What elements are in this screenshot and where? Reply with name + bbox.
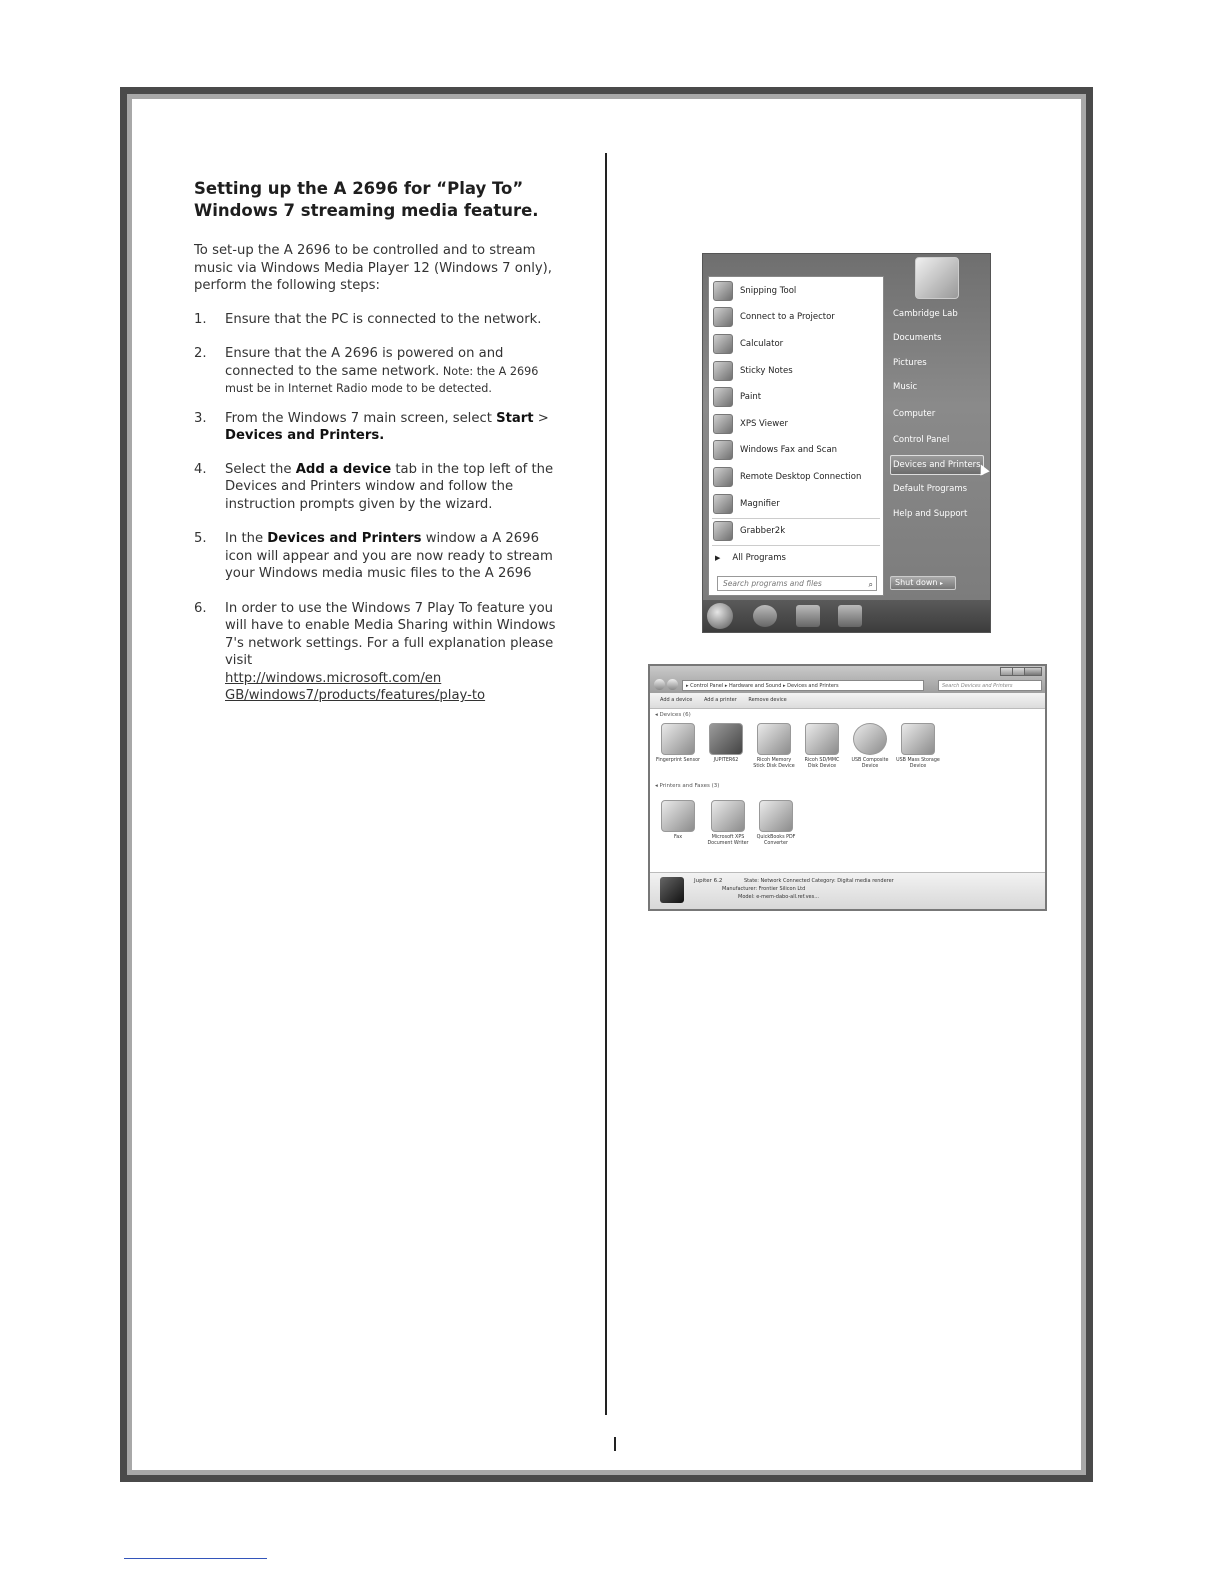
devices-group-header[interactable]: ◂ Devices (6) [655,712,691,718]
devices-printers-screenshot [648,664,1047,911]
program-magnifier[interactable] [713,492,881,516]
program-snipping-tool[interactable] [713,279,881,303]
step-number: 1. [194,311,207,327]
program-sticky-notes[interactable] [713,359,881,383]
selected-device-name: Jupiter 6.2 [694,878,723,884]
device-label: Ricoh SD/MMC Disk Device [804,758,840,769]
right-item-devices-printers[interactable]: Devices and Printers [893,460,981,470]
printer-label: Microsoft XPS Document Writer [707,835,749,846]
step-text-post: window a A 2696 icon will appear and you are now ready to stream your Windows media music files to the A 2696 [225,531,553,581]
program-label: XPS Viewer [740,419,788,429]
step-bold-add-device: Add a device [295,461,392,477]
step-text-post: tab in the top left of the Devices and Printers window and follow the instruction prompts given by the wizard. [225,461,554,512]
program-label: Connect to a Projector [740,312,835,322]
title-line-1: Setting up the A 2696 for “Play To” [194,179,524,198]
right-item-default-programs[interactable]: Default Programs [893,484,968,494]
projector-icon [713,307,733,327]
start-menu-screenshot [702,253,991,633]
step-number: 4. [194,461,207,477]
play-to-link-part-2[interactable]: GB/windows7/products/features/play-to [225,688,486,703]
program-label: Magnifier [740,499,780,509]
media-renderer-icon [660,877,684,903]
device-ricoh-sd[interactable] [800,723,844,770]
instructions-column [194,178,564,705]
step-number: 5. [194,531,207,546]
device-usb-mass-storage[interactable] [896,723,940,770]
remote-desktop-icon [713,467,733,487]
program-label: Paint [740,392,762,402]
start-search-input[interactable] [717,576,877,591]
paint-palette-icon [713,387,733,407]
footnote-rule [124,1558,267,1559]
printer-icon [711,800,745,832]
fingerprint-icon [661,723,695,755]
window-titlebar [650,666,1045,693]
page-title [194,178,564,222]
device-label: USB Composite Device [851,758,889,769]
step-number: 2. [194,346,207,361]
sticky-note-icon [713,361,733,381]
step-text: Ensure that the A 2696 is powered on and connected to the same network. [225,346,504,379]
step-4 [194,461,564,514]
program-label: Windows Fax and Scan [740,445,838,455]
step-number: 3. [194,410,207,426]
right-item-help-support[interactable]: Help and Support [893,509,968,519]
right-item-user[interactable]: Cambridge Lab [893,309,958,319]
device-ricoh-memory-stick[interactable] [752,723,796,770]
right-item-music[interactable]: Music [893,382,918,392]
ie-icon[interactable] [753,605,777,627]
device-label: Fingerprint Sensor [656,758,700,763]
program-remote-desktop[interactable] [713,465,881,489]
device-label: USB Mass Storage Device [896,758,940,769]
remove-device-button[interactable]: Remove device [748,697,787,703]
media-player-icon[interactable] [838,605,862,627]
step-text: Ensure that the PC is connected to the network. [225,311,542,327]
taskbar [703,600,990,632]
printer-fax[interactable] [656,800,700,841]
eye-icon [713,521,733,541]
drive-icon [901,723,935,755]
step-3 [194,410,564,445]
search-placeholder: Search programs and files [723,579,822,588]
step-bold-devices-printers: Devices and Printers [267,531,422,546]
right-item-pictures[interactable]: Pictures [893,358,927,368]
step-bold-start: Start [496,410,534,426]
step-5 [194,530,564,583]
step-text-sep: > [533,410,549,426]
program-label: Snipping Tool [740,286,797,296]
step-number: 6. [194,600,207,616]
device-label: Ricoh Memory Stick Disk Device [753,758,795,769]
program-connect-projector[interactable] [713,305,881,329]
step-note: Note: the A 2696 must be in Internet Radio mode to be detected. [225,364,539,395]
media-renderer-icon [709,723,743,755]
printer-icon [759,800,793,832]
printers-group-header[interactable]: ◂ Printers and Faxes (3) [655,783,720,789]
window-toolbar [650,693,1045,709]
details-pane [650,872,1045,909]
selected-device-manufacturer: Manufacturer: Frontier Silicon Ltd [722,886,806,892]
program-xps-viewer[interactable] [713,412,881,436]
search-icon: ⌕ [868,580,873,589]
drive-icon [757,723,791,755]
drive-icon [805,723,839,755]
forward-arrow-icon[interactable] [667,679,678,690]
program-label: Sticky Notes [740,366,793,376]
start-orb-icon[interactable] [707,603,733,629]
program-fax-scan[interactable] [713,438,881,462]
column-divider [605,153,607,1415]
all-programs-button[interactable] [715,546,883,570]
steps-list [194,311,564,705]
add-device-button[interactable]: Add a device [660,697,693,703]
explorer-folder-icon[interactable] [796,605,820,627]
webcam-icon [853,723,887,755]
step-text: Select the [225,461,296,477]
step-1 [194,311,564,329]
program-label: Remote Desktop Connection [740,472,862,482]
printer-xps[interactable] [706,800,750,847]
right-item-computer[interactable]: Computer [893,409,936,419]
intro-paragraph: To set-up the A 2696 to be controlled and to stream music via Windows Media Player 12 (Windows 7 only), perform the following steps: [194,243,553,293]
add-printer-button[interactable]: Add a printer [703,697,737,703]
user-picture-icon [915,257,959,299]
fax-machine-icon [661,800,695,832]
all-programs-label: All Programs [732,553,786,563]
program-paint[interactable] [713,385,881,409]
shutdown-label: Shut down [895,578,938,587]
device-jupiter[interactable] [704,723,748,764]
back-arrow-icon[interactable] [654,679,665,690]
device-fingerprint[interactable] [656,723,700,764]
selected-device-model: Model: e-mem-dabo-all.ref.ves... [738,894,820,900]
step-6 [194,600,564,705]
program-label: Calculator [740,339,784,349]
address-bar[interactable]: ▸ Control Panel ▸ Hardware and Sound ▸ Devices and Printers [682,680,924,691]
close-icon[interactable] [1024,667,1042,676]
play-to-link-part-1[interactable]: http://windows.microsoft.com/en [225,670,442,686]
printer-quickbooks[interactable] [754,800,798,847]
scissors-icon [713,281,733,301]
step-text: From the Windows 7 main screen, select [225,410,497,426]
devices-search-input[interactable]: Search Devices and Printers [938,680,1042,691]
start-menu-programs-pane [708,276,884,596]
shutdown-button[interactable] [890,576,956,590]
triangle-right-icon: ▶ [715,554,721,562]
right-item-control-panel[interactable]: Control Panel [893,435,950,445]
fax-icon [713,440,733,460]
printer-label: Fax [673,835,683,840]
calculator-icon [713,334,733,354]
right-item-documents[interactable]: Documents [893,333,942,343]
printer-label: QuickBooks PDF Converter [756,835,796,846]
page-number [614,1437,616,1451]
title-line-2: Windows 7 streaming media feature. [194,201,539,220]
step-2 [194,345,564,398]
program-calculator[interactable] [713,332,881,356]
device-usb-composite[interactable] [848,723,892,770]
xps-icon [713,414,733,434]
program-label: Grabber2k [740,526,786,536]
magnifier-icon [713,494,733,514]
step-bold-devices: Devices and Printers. [225,428,385,443]
arrow-right-icon: ▸ [940,580,944,587]
selected-device-state: State: Network Connected Category: Digital media renderer [744,878,894,884]
step-text: In order to use the Windows 7 Play To feature you will have to enable Media Sharing within Windows 7's network settings. For a full explanation please visit [225,600,556,668]
step-text: In the [225,531,268,546]
device-label: JUPITER62 [713,758,739,763]
program-grabber[interactable] [713,519,881,543]
